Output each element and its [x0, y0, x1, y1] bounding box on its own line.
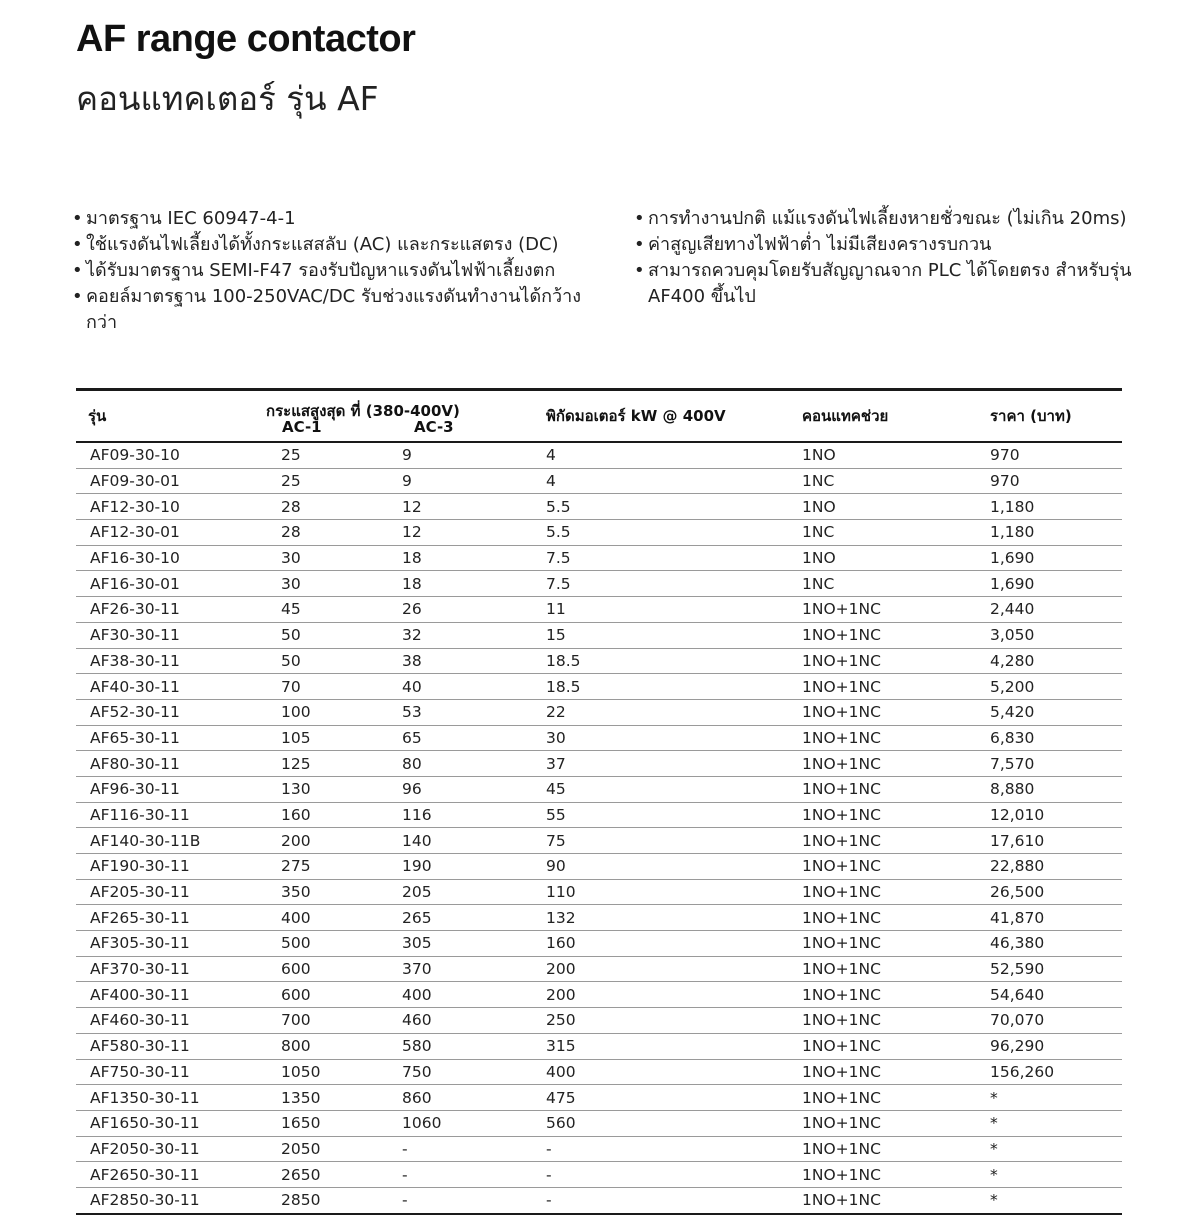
- ac3-cell: 9: [402, 446, 412, 465]
- ac3-cell: 9: [402, 472, 412, 491]
- kw-cell: 200: [546, 985, 576, 1004]
- price-cell: 22,880: [990, 857, 1045, 876]
- feature-item: • การทำงานปกติ แม้แรงดันไฟเลี้ยงหายชั่วขณะ (ไม่เกิน 20ms): [634, 206, 1134, 232]
- model-cell: AF09-30-10: [90, 446, 180, 465]
- table-row: [76, 520, 1122, 546]
- kw-cell: 55: [546, 805, 566, 824]
- ac1-cell: 275: [281, 857, 311, 876]
- kw-cell: 75: [546, 831, 566, 850]
- table-row: [76, 648, 1122, 674]
- table-row: [76, 931, 1122, 957]
- ac3-cell: 750: [402, 1062, 432, 1081]
- ac1-cell: 1350: [281, 1088, 321, 1107]
- feature-item: • สามารถควบคุมโดยรับสัญญาณจาก PLC ได้โดยตรง สำหรับรุ่น AF400 ขึ้นไป: [634, 258, 1134, 310]
- table-row: [76, 1085, 1122, 1111]
- ac1-cell: 25: [281, 446, 301, 465]
- price-cell: 54,640: [990, 985, 1045, 1004]
- table-row: [76, 854, 1122, 880]
- ac1-cell: 28: [281, 497, 301, 516]
- model-cell: AF1350-30-11: [90, 1088, 200, 1107]
- aux-contact-cell: 1NO+1NC: [802, 703, 881, 722]
- model-cell: AF580-30-11: [90, 1037, 190, 1056]
- header-ac3: AC-3: [414, 418, 454, 436]
- kw-cell: 200: [546, 960, 576, 979]
- ac3-cell: 18: [402, 549, 422, 568]
- kw-cell: 18.5: [546, 677, 581, 696]
- aux-contact-cell: 1NO+1NC: [802, 908, 881, 927]
- kw-cell: 250: [546, 1011, 576, 1030]
- price-cell: 156,260: [990, 1062, 1055, 1081]
- kw-cell: 5.5: [546, 497, 571, 516]
- aux-contact-cell: 1NO: [802, 549, 836, 568]
- ac3-cell: 32: [402, 626, 422, 645]
- ac1-cell: 200: [281, 831, 311, 850]
- table-row: [76, 1059, 1122, 1085]
- header-model: รุ่น: [88, 407, 107, 425]
- price-cell: 6,830: [990, 728, 1035, 747]
- model-cell: AF38-30-11: [90, 651, 180, 670]
- table-row: [76, 982, 1122, 1008]
- page-title: AF range contactor: [76, 18, 416, 60]
- model-cell: AF750-30-11: [90, 1062, 190, 1081]
- model-cell: AF190-30-11: [90, 857, 190, 876]
- ac1-cell: 28: [281, 523, 301, 542]
- kw-cell: 18.5: [546, 651, 581, 670]
- ac3-cell: -: [402, 1191, 408, 1210]
- price-cell: 96,290: [990, 1037, 1045, 1056]
- ac1-cell: 70: [281, 677, 301, 696]
- aux-contact-cell: 1NO+1NC: [802, 857, 881, 876]
- aux-contact-cell: 1NO+1NC: [802, 1165, 881, 1184]
- kw-cell: 400: [546, 1062, 576, 1081]
- price-cell: 1,180: [990, 497, 1035, 516]
- aux-contact-cell: 1NO+1NC: [802, 1062, 881, 1081]
- ac3-cell: 205: [402, 883, 432, 902]
- feature-item: • มาตรฐาน IEC 60947-4-1: [72, 206, 592, 232]
- model-cell: AF09-30-01: [90, 472, 180, 491]
- page-subtitle: คอนแทคเตอร์ รุ่น AF: [76, 79, 379, 118]
- price-cell: *: [990, 1191, 998, 1210]
- price-cell: 970: [990, 472, 1020, 491]
- ac1-cell: 50: [281, 626, 301, 645]
- table-row: [76, 442, 1122, 468]
- price-cell: 12,010: [990, 805, 1045, 824]
- price-cell: 1,690: [990, 574, 1035, 593]
- table-row: [76, 1110, 1122, 1136]
- model-cell: AF16-30-01: [90, 574, 180, 593]
- aux-contact-cell: 1NO+1NC: [802, 1191, 881, 1210]
- model-cell: AF140-30-11B: [90, 831, 201, 850]
- feature-item: • ใช้แรงดันไฟเลี้ยงได้ทั้งกระแสสลับ (AC) และกระแสตรง (DC): [72, 232, 592, 258]
- model-cell: AF30-30-11: [90, 626, 180, 645]
- kw-cell: 315: [546, 1037, 576, 1056]
- ac3-cell: 38: [402, 651, 422, 670]
- header-kw: พิกัดมอเตอร์ kW @ 400V: [546, 407, 726, 425]
- table-row: [76, 674, 1122, 700]
- model-cell: AF26-30-11: [90, 600, 180, 619]
- ac1-cell: 1050: [281, 1062, 321, 1081]
- ac1-cell: 130: [281, 780, 311, 799]
- table-row: [76, 1008, 1122, 1034]
- kw-cell: 5.5: [546, 523, 571, 542]
- kw-cell: 160: [546, 934, 576, 953]
- ac3-cell: 1060: [402, 1114, 442, 1133]
- spec-table: [76, 388, 1122, 1215]
- aux-contact-cell: 1NO+1NC: [802, 651, 881, 670]
- price-cell: 970: [990, 446, 1020, 465]
- price-cell: 70,070: [990, 1011, 1045, 1030]
- ac1-cell: 45: [281, 600, 301, 619]
- ac3-cell: 116: [402, 805, 432, 824]
- model-cell: AF116-30-11: [90, 805, 190, 824]
- header-ac1: AC-1: [282, 418, 322, 436]
- ac1-cell: 100: [281, 703, 311, 722]
- price-cell: 52,590: [990, 960, 1045, 979]
- aux-contact-cell: 1NO+1NC: [802, 805, 881, 824]
- price-cell: 3,050: [990, 626, 1035, 645]
- kw-cell: -: [546, 1165, 552, 1184]
- table-row: [76, 622, 1122, 648]
- aux-contact-cell: 1NO+1NC: [802, 1011, 881, 1030]
- model-cell: AF16-30-10: [90, 549, 180, 568]
- kw-cell: 11: [546, 600, 566, 619]
- table-row: [76, 802, 1122, 828]
- aux-contact-cell: 1NC: [802, 574, 835, 593]
- ac3-cell: 860: [402, 1088, 432, 1107]
- kw-cell: 560: [546, 1114, 576, 1133]
- price-cell: *: [990, 1165, 998, 1184]
- ac1-cell: 600: [281, 960, 311, 979]
- ac3-cell: 305: [402, 934, 432, 953]
- model-cell: AF2850-30-11: [90, 1191, 200, 1210]
- price-cell: 26,500: [990, 883, 1045, 902]
- ac3-cell: 40: [402, 677, 422, 696]
- feature-item: • คอยล์มาตรฐาน 100-250VAC/DC รับช่วงแรงดันทำงานได้กว้างกว่า: [72, 284, 592, 336]
- table-row: [76, 1033, 1122, 1059]
- table-row: [76, 725, 1122, 751]
- table-row: [76, 597, 1122, 623]
- ac1-cell: 160: [281, 805, 311, 824]
- table-row: [76, 956, 1122, 982]
- ac3-cell: 26: [402, 600, 422, 619]
- ac3-cell: 140: [402, 831, 432, 850]
- table-header-row: [76, 390, 1122, 443]
- ac3-cell: 400: [402, 985, 432, 1004]
- header-current-label: กระแสสูงสุด ที่ (380-400V): [266, 402, 460, 420]
- table-row: [76, 1187, 1122, 1213]
- model-cell: AF12-30-10: [90, 497, 180, 516]
- model-cell: AF400-30-11: [90, 985, 190, 1004]
- table-row: [76, 751, 1122, 777]
- table-row: [76, 468, 1122, 494]
- ac3-cell: 96: [402, 780, 422, 799]
- model-cell: AF12-30-01: [90, 523, 180, 542]
- kw-cell: 22: [546, 703, 566, 722]
- ac3-cell: 80: [402, 754, 422, 773]
- aux-contact-cell: 1NC: [802, 472, 835, 491]
- kw-cell: 110: [546, 883, 576, 902]
- kw-cell: 7.5: [546, 549, 571, 568]
- aux-contact-cell: 1NO+1NC: [802, 728, 881, 747]
- aux-contact-cell: 1NO: [802, 446, 836, 465]
- ac1-cell: 1650: [281, 1114, 321, 1133]
- table-row: [76, 828, 1122, 854]
- feature-item: • ค่าสูญเสียทางไฟฟ้าต่ำ ไม่มีเสียงครางรบกวน: [634, 232, 1134, 258]
- ac3-cell: 12: [402, 497, 422, 516]
- model-cell: AF460-30-11: [90, 1011, 190, 1030]
- table-body: [76, 442, 1122, 1214]
- ac3-cell: 18: [402, 574, 422, 593]
- price-cell: 17,610: [990, 831, 1045, 850]
- ac1-cell: 30: [281, 574, 301, 593]
- ac3-cell: 580: [402, 1037, 432, 1056]
- model-cell: AF265-30-11: [90, 908, 190, 927]
- price-cell: 4,280: [990, 651, 1035, 670]
- aux-contact-cell: 1NC: [802, 523, 835, 542]
- ac3-cell: 370: [402, 960, 432, 979]
- aux-contact-cell: 1NO+1NC: [802, 626, 881, 645]
- price-cell: 8,880: [990, 780, 1035, 799]
- model-cell: AF80-30-11: [90, 754, 180, 773]
- ac1-cell: 2650: [281, 1165, 321, 1184]
- table-row: [76, 571, 1122, 597]
- ac1-cell: 800: [281, 1037, 311, 1056]
- table-row: [76, 1136, 1122, 1162]
- header-aux: คอนแทคช่วย: [802, 407, 889, 425]
- header-current: [266, 390, 546, 443]
- model-cell: AF205-30-11: [90, 883, 190, 902]
- ac1-cell: 2050: [281, 1139, 321, 1158]
- model-cell: AF65-30-11: [90, 728, 180, 747]
- model-cell: AF305-30-11: [90, 934, 190, 953]
- kw-cell: 90: [546, 857, 566, 876]
- model-cell: AF1650-30-11: [90, 1114, 200, 1133]
- price-cell: *: [990, 1088, 998, 1107]
- model-cell: AF40-30-11: [90, 677, 180, 696]
- price-cell: 46,380: [990, 934, 1045, 953]
- price-cell: 1,180: [990, 523, 1035, 542]
- kw-cell: 37: [546, 754, 566, 773]
- kw-cell: 30: [546, 728, 566, 747]
- aux-contact-cell: 1NO+1NC: [802, 960, 881, 979]
- ac1-cell: 350: [281, 883, 311, 902]
- ac3-cell: 460: [402, 1011, 432, 1030]
- price-cell: 7,570: [990, 754, 1035, 773]
- model-cell: AF370-30-11: [90, 960, 190, 979]
- ac3-cell: 65: [402, 728, 422, 747]
- aux-contact-cell: 1NO+1NC: [802, 934, 881, 953]
- ac1-cell: 2850: [281, 1191, 321, 1210]
- price-cell: 2,440: [990, 600, 1035, 619]
- ac1-cell: 125: [281, 754, 311, 773]
- kw-cell: 7.5: [546, 574, 571, 593]
- model-cell: AF52-30-11: [90, 703, 180, 722]
- ac1-cell: 50: [281, 651, 301, 670]
- ac1-cell: 105: [281, 728, 311, 747]
- feature-list-right: [634, 206, 1134, 310]
- ac3-cell: 190: [402, 857, 432, 876]
- kw-cell: 4: [546, 446, 556, 465]
- ac3-cell: 265: [402, 908, 432, 927]
- kw-cell: 475: [546, 1088, 576, 1107]
- ac3-cell: -: [402, 1139, 408, 1158]
- model-cell: AF2050-30-11: [90, 1139, 200, 1158]
- ac1-cell: 700: [281, 1011, 311, 1030]
- table-row: [76, 905, 1122, 931]
- ac3-cell: -: [402, 1165, 408, 1184]
- aux-contact-cell: 1NO+1NC: [802, 1139, 881, 1158]
- model-cell: AF2650-30-11: [90, 1165, 200, 1184]
- kw-cell: 45: [546, 780, 566, 799]
- kw-cell: -: [546, 1139, 552, 1158]
- price-cell: 5,420: [990, 703, 1035, 722]
- price-cell: 41,870: [990, 908, 1045, 927]
- table-row: [76, 494, 1122, 520]
- ac1-cell: 30: [281, 549, 301, 568]
- aux-contact-cell: 1NO+1NC: [802, 600, 881, 619]
- kw-cell: -: [546, 1191, 552, 1210]
- price-cell: 5,200: [990, 677, 1035, 696]
- price-cell: *: [990, 1139, 998, 1158]
- table-row: [76, 776, 1122, 802]
- table-row: [76, 1162, 1122, 1188]
- header-price: ราคา (บาท): [990, 407, 1072, 425]
- aux-contact-cell: 1NO+1NC: [802, 1088, 881, 1107]
- ac1-cell: 600: [281, 985, 311, 1004]
- kw-cell: 4: [546, 472, 556, 491]
- feature-item: • ได้รับมาตรฐาน SEMI-F47 รองรับปัญหาแรงดันไฟฟ้าเลี้ยงตก: [72, 258, 592, 284]
- aux-contact-cell: 1NO+1NC: [802, 754, 881, 773]
- aux-contact-cell: 1NO+1NC: [802, 1114, 881, 1133]
- ac3-cell: 12: [402, 523, 422, 542]
- aux-contact-cell: 1NO+1NC: [802, 985, 881, 1004]
- table-row: [76, 879, 1122, 905]
- price-cell: *: [990, 1114, 998, 1133]
- ac1-cell: 500: [281, 934, 311, 953]
- aux-contact-cell: 1NO+1NC: [802, 831, 881, 850]
- table-row: [76, 699, 1122, 725]
- aux-contact-cell: 1NO: [802, 497, 836, 516]
- aux-contact-cell: 1NO+1NC: [802, 1037, 881, 1056]
- table-row: [76, 545, 1122, 571]
- ac3-cell: 53: [402, 703, 422, 722]
- ac1-cell: 25: [281, 472, 301, 491]
- kw-cell: 132: [546, 908, 576, 927]
- feature-list-left: [72, 206, 592, 336]
- ac1-cell: 400: [281, 908, 311, 927]
- kw-cell: 15: [546, 626, 566, 645]
- aux-contact-cell: 1NO+1NC: [802, 883, 881, 902]
- aux-contact-cell: 1NO+1NC: [802, 780, 881, 799]
- price-cell: 1,690: [990, 549, 1035, 568]
- model-cell: AF96-30-11: [90, 780, 180, 799]
- aux-contact-cell: 1NO+1NC: [802, 677, 881, 696]
